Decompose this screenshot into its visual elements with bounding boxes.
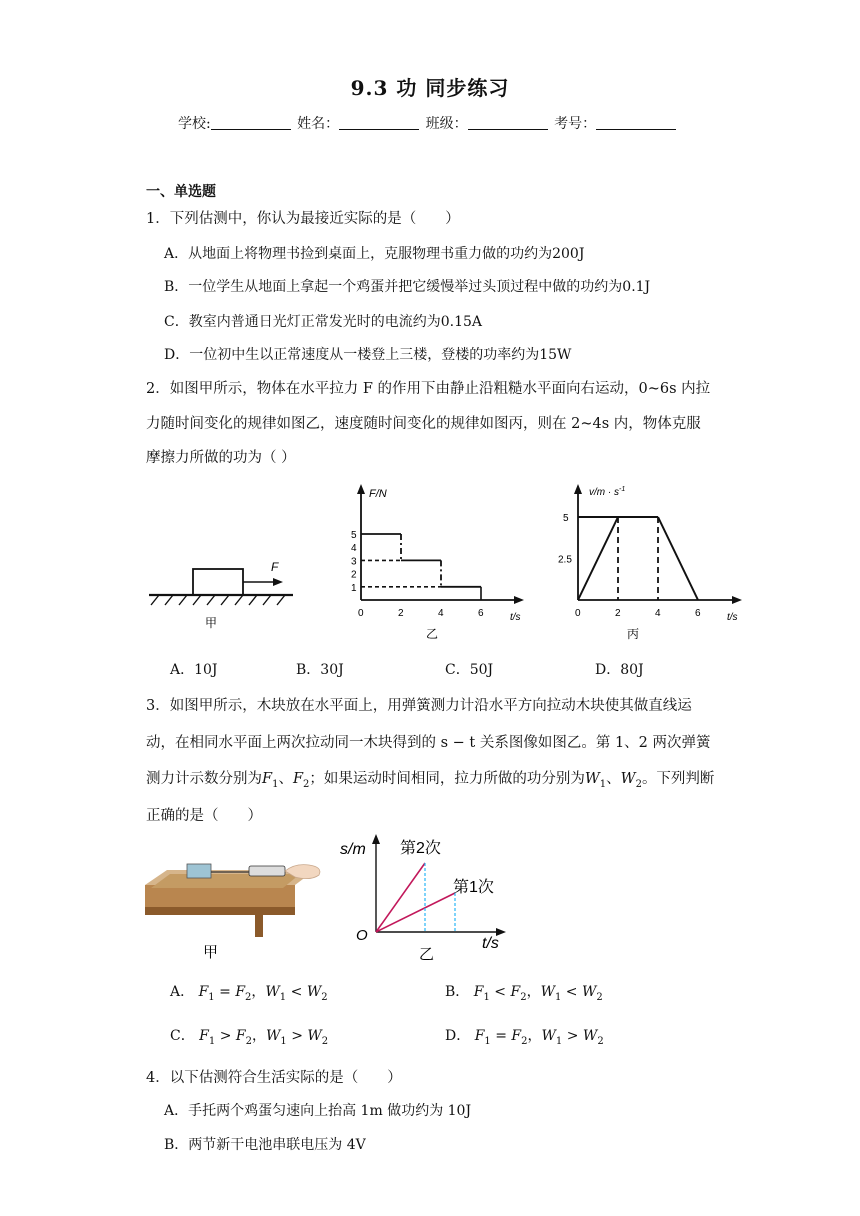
st-x-label: t/s bbox=[482, 935, 499, 952]
bing-x-arrow bbox=[732, 596, 742, 604]
line-first-run bbox=[376, 893, 455, 932]
figure-yi-label-q3: 乙 bbox=[419, 946, 435, 963]
q2-line-2: 力随时间变化的规律如图乙，速度随时间变化的规律如图丙，则在 2~4s 内，物体克服 bbox=[146, 416, 701, 432]
student-info-line bbox=[178, 113, 678, 133]
class-label: 班级： bbox=[425, 116, 468, 132]
bing-xtick-0: 0 bbox=[575, 608, 581, 619]
bing-y-label: $v/m \cdot s^{-1}$ bbox=[589, 486, 626, 498]
yi-ytick-3: 3 bbox=[351, 556, 357, 568]
q3-line-1: 3．如图甲所示，木块放在水平面上，用弹簧测力计沿水平方向拉动木块使其做直线运 bbox=[146, 698, 692, 714]
bing-segment-2 bbox=[658, 517, 698, 600]
st-y-arrow bbox=[372, 834, 380, 844]
q2-option-b[interactable]: B．30J bbox=[296, 662, 344, 678]
q3-line-4: 正确的是（ ） bbox=[146, 808, 262, 824]
block-shape bbox=[193, 569, 243, 595]
spring-scale bbox=[249, 866, 285, 876]
yi-xtick-4: 4 bbox=[438, 608, 444, 619]
line-second-run bbox=[376, 863, 425, 932]
q1-option-b[interactable]: B．一位学生从地面上拿起一个鸡蛋并把它缓慢举过头顶过程中做的功约为0.1J bbox=[164, 279, 651, 295]
yi-x-arrow bbox=[514, 596, 524, 604]
table-apron bbox=[145, 907, 295, 915]
exam-number-label: 考号： bbox=[554, 116, 597, 132]
q2-figure-jia bbox=[145, 555, 305, 635]
q3-figure-jia bbox=[145, 830, 325, 965]
page-title: 9.3 功 同步练习 bbox=[350, 76, 510, 100]
bing-y-arrow bbox=[574, 484, 582, 494]
label-second-run: 第2次 bbox=[400, 840, 441, 857]
q3-option-d[interactable]: D． $F_1 = F_2$，$W_1 > W_2$ bbox=[445, 1028, 604, 1047]
q4-option-a[interactable]: A．手托两个鸡蛋匀速向上抬高 1m 做功约为 10J bbox=[164, 1103, 472, 1119]
q2-option-d[interactable]: D．80J bbox=[595, 662, 644, 678]
bing-segment-0 bbox=[578, 517, 618, 600]
figure-jia-label: 甲 bbox=[205, 616, 218, 630]
q1-option-a[interactable]: A．从地面上将物理书捡到桌面上，克服物理书重力做的功约为200J bbox=[164, 246, 585, 262]
q3-line-2: 动，在相同水平面上两次拉动同一木块得到的 s − t 关系图像如图乙。第 1、2 两次弹簧 bbox=[146, 735, 711, 751]
figure-yi-label: 乙 bbox=[426, 627, 439, 641]
st-origin: O bbox=[356, 927, 368, 944]
table-edge bbox=[145, 885, 295, 907]
name-blank[interactable] bbox=[339, 115, 419, 130]
school-blank[interactable] bbox=[211, 115, 291, 130]
yi-ytick-1: 1 bbox=[351, 582, 357, 594]
section-heading: 一、单选题 bbox=[146, 184, 216, 200]
yi-xtick-2: 2 bbox=[398, 608, 404, 619]
q3-figure-yi bbox=[336, 830, 516, 965]
bing-ytick-2.5: 2.5 bbox=[558, 554, 572, 566]
force-arrow-head bbox=[273, 578, 283, 586]
q2-figure-bing bbox=[555, 478, 755, 653]
bing-xtick-4: 4 bbox=[655, 608, 661, 619]
q2-option-a[interactable]: A．10J bbox=[170, 662, 218, 678]
q3-option-c[interactable]: C． $F_1 > F_2$，$W_1 > W_2$ bbox=[170, 1028, 329, 1047]
q2-option-c[interactable]: C．50J bbox=[445, 662, 494, 678]
exam-number-blank[interactable] bbox=[596, 115, 676, 130]
q3-option-a[interactable]: A． $F_1 = F_2$，$W_1 < W_2$ bbox=[170, 984, 328, 1003]
st-y-label: s/m bbox=[340, 841, 366, 858]
yi-ytick-2: 2 bbox=[351, 569, 357, 581]
q4-stem: 4．以下估测符合生活实际的是（ ） bbox=[146, 1070, 402, 1086]
class-blank[interactable] bbox=[468, 115, 548, 130]
bing-ytick-5: 5 bbox=[563, 513, 569, 524]
bing-xtick-6: 6 bbox=[695, 608, 701, 619]
wood-block bbox=[187, 864, 211, 878]
name-label: 姓名： bbox=[297, 116, 340, 132]
figure-jia-label-q3: 甲 bbox=[203, 944, 219, 961]
q2-figure-yi bbox=[340, 482, 530, 652]
q3-option-b[interactable]: B． $F_1 < F_2$，$W_1 < W_2$ bbox=[445, 984, 603, 1003]
yi-xtick-6: 6 bbox=[478, 608, 484, 619]
q1-option-c[interactable]: C．教室内普通日光灯正常发光时的电流约为0.15A bbox=[164, 314, 482, 330]
yi-x-label: t/s bbox=[510, 612, 521, 623]
ground-hatching bbox=[151, 595, 285, 605]
q1-stem: 1．下列估测中，你认为最接近实际的是（ ） bbox=[146, 211, 460, 227]
q2-line-3: 摩擦力所做的功为（ ） bbox=[146, 450, 296, 466]
school-label: 学校: bbox=[178, 116, 211, 132]
yi-y-arrow bbox=[357, 484, 365, 494]
q2-line-1: 2．如图甲所示，物体在水平拉力 F 的作用下由静止沿粗糙水平面向右运动，0~6s 内拉 bbox=[146, 381, 711, 397]
label-first-run: 第1次 bbox=[453, 879, 494, 896]
yi-y-label: F/N bbox=[369, 488, 387, 500]
yi-xtick-0: 0 bbox=[358, 608, 364, 619]
yi-ytick-5: 5 bbox=[351, 530, 357, 541]
q3-line-3: 测力计示数分别为$F_1$、$F_2$；如果运动时间相同，拉力所做的功分别为$W_1$、$W_2$。下列判断 bbox=[146, 771, 715, 790]
force-label: F bbox=[271, 560, 279, 574]
q1-option-d[interactable]: D．一位初中生以正常速度从一楼登上三楼，登楼的功率约为15W bbox=[164, 347, 572, 363]
figure-bing-label: 丙 bbox=[627, 627, 640, 641]
table-leg bbox=[255, 915, 263, 937]
q4-option-b[interactable]: B．两节新干电池串联电压为 4V bbox=[164, 1137, 366, 1153]
yi-ytick-4: 4 bbox=[351, 543, 357, 555]
bing-x-label: t/s bbox=[727, 612, 738, 623]
bing-xtick-2: 2 bbox=[615, 608, 621, 619]
